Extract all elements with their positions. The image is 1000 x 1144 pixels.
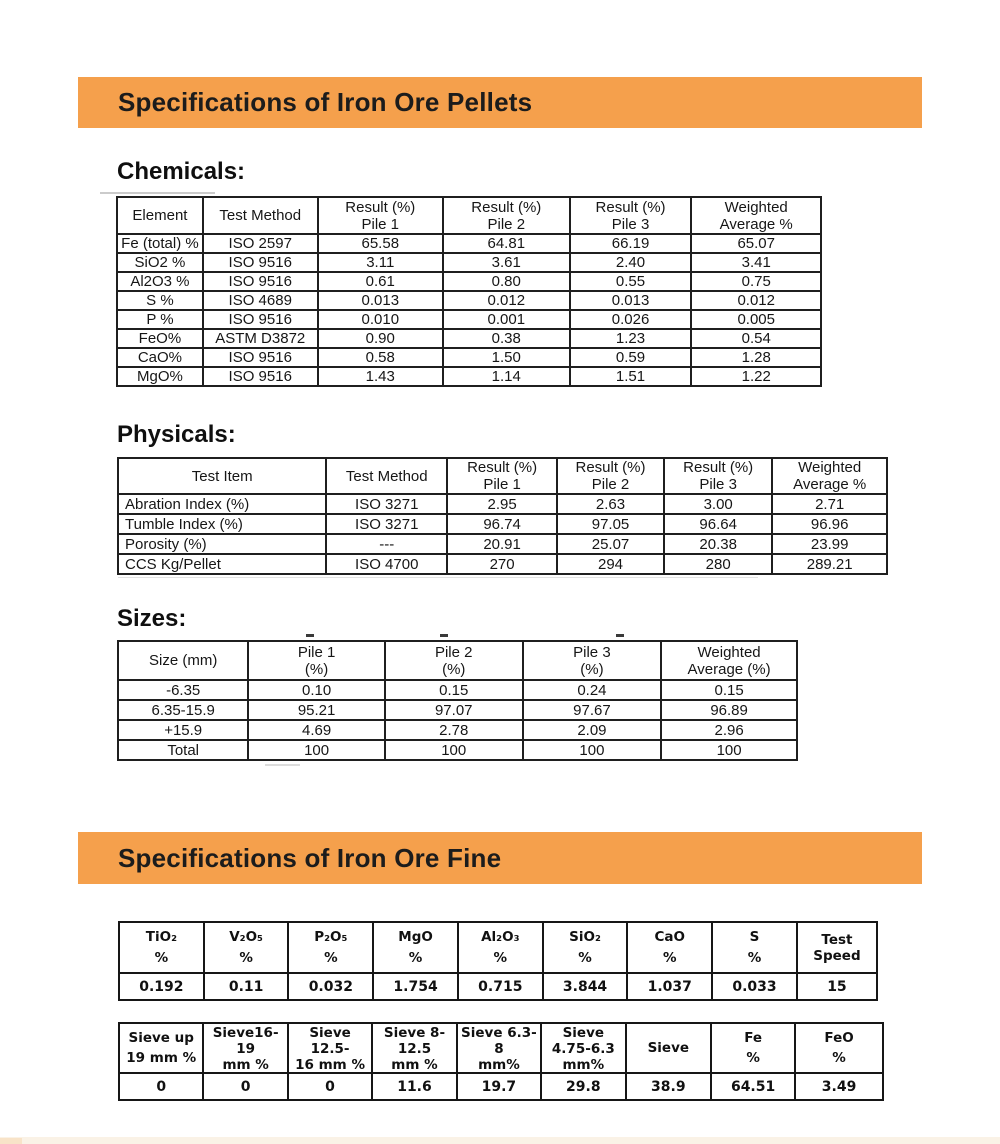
table-row	[119, 973, 877, 1000]
fine-sieve-grid	[118, 1022, 884, 1101]
header-line: Pile 1	[297, 643, 336, 661]
table-row	[117, 310, 821, 329]
header-line: %	[408, 950, 423, 966]
header-line: Sieve 8-12.5	[383, 1025, 446, 1057]
header-line: TiO₂	[145, 929, 177, 945]
table-row	[117, 272, 821, 291]
header-line: Weighted	[697, 643, 761, 661]
table-cell: 4.69	[248, 720, 384, 740]
table-row	[118, 700, 797, 720]
table-cell: ISO 4689	[203, 291, 318, 310]
column-header	[543, 922, 628, 973]
table-cell: +15.9	[118, 720, 248, 740]
table-cell: 3.49	[795, 1073, 883, 1100]
table-cell: CaO%	[117, 348, 203, 367]
table-cell: 3.41	[691, 253, 821, 272]
table-cell: 3.11	[318, 253, 443, 272]
column-header	[118, 641, 248, 680]
chemicals-heading: Chemicals:	[117, 158, 246, 185]
table-cell: 20.38	[664, 534, 772, 554]
table-cell: 1.43	[318, 367, 443, 386]
column-header	[288, 922, 373, 973]
header-line: Average %	[719, 215, 793, 233]
sizes-table	[117, 640, 798, 761]
table-cell: 0.10	[248, 680, 384, 700]
header-line: Pile 3	[699, 476, 737, 493]
header-line: Sieve16-19	[212, 1025, 279, 1057]
table-cell: ISO 2597	[203, 234, 318, 253]
header-line: Result (%)	[345, 198, 416, 216]
table-cell: ISO 9516	[203, 367, 318, 386]
header-line: Pile 3	[611, 215, 650, 233]
header-line: %	[324, 950, 338, 966]
table-cell: 0.026	[570, 310, 692, 329]
table-cell: 0.90	[318, 329, 443, 348]
table-row	[118, 720, 797, 740]
header-line: Size (mm)	[149, 652, 218, 669]
table-cell: 0.012	[691, 291, 821, 310]
table-cell: 0.38	[443, 329, 570, 348]
header-line: Pile 2	[487, 215, 526, 233]
column-header	[570, 197, 692, 234]
table-cell: 0.24	[523, 680, 662, 700]
chemicals-table-grid	[116, 196, 822, 387]
table-cell: 95.21	[248, 700, 384, 720]
table-header-row	[119, 922, 877, 973]
table-row	[117, 348, 821, 367]
section-banner-pellets	[78, 77, 922, 128]
table-cell: 15	[797, 973, 877, 1000]
table-row	[117, 291, 821, 310]
header-line: Sieve	[647, 1040, 690, 1056]
table-cell: 11.6	[372, 1073, 456, 1100]
table-cell: Al2O3 %	[117, 272, 203, 291]
header-line: Element	[132, 207, 188, 224]
table-cell: Abration Index (%)	[118, 494, 326, 514]
table-header-row	[119, 1023, 883, 1073]
physicals-table	[117, 457, 888, 575]
header-line: %	[663, 950, 677, 966]
sizes-heading: Sizes:	[117, 605, 187, 632]
column-header	[797, 922, 877, 973]
header-line: %	[493, 950, 508, 966]
header-line: mm %	[391, 1057, 438, 1073]
column-header	[458, 922, 543, 973]
table-cell: SiO2 %	[117, 253, 203, 272]
table-cell: 0.192	[119, 973, 204, 1000]
table-header-row	[118, 458, 887, 494]
column-header	[372, 1023, 456, 1073]
table-cell: 2.71	[772, 494, 887, 514]
table-cell: 64.51	[711, 1073, 795, 1100]
header-line: Weighted	[798, 459, 862, 476]
scan-artifact-line	[118, 577, 758, 578]
table-row	[118, 554, 887, 574]
table-cell: 100	[523, 740, 662, 760]
scan-artifact-smudge	[265, 764, 300, 766]
table-cell: 2.96	[661, 720, 797, 740]
table-row	[118, 740, 797, 760]
column-header	[627, 922, 712, 973]
scan-artifact-strip	[0, 1138, 22, 1144]
scan-artifact-strip	[0, 1137, 1000, 1144]
header-line: mm%	[562, 1057, 605, 1073]
banner-title-fine: Specifications of Iron Ore Fine	[118, 842, 502, 873]
table-cell: 0.032	[288, 973, 373, 1000]
table-row	[117, 234, 821, 253]
table-cell: 97.67	[523, 700, 662, 720]
table-cell: CCS Kg/Pellet	[118, 554, 326, 574]
header-line: Sieve 4.75-6.3	[551, 1025, 615, 1057]
column-header	[541, 1023, 625, 1073]
scan-artifact-tick	[440, 634, 448, 637]
table-cell: 66.19	[570, 234, 692, 253]
column-header	[288, 1023, 372, 1073]
column-header	[326, 458, 447, 494]
column-header	[443, 197, 570, 234]
table-cell: 2.09	[523, 720, 662, 740]
table-cell: 97.07	[385, 700, 523, 720]
section-banner-fine	[78, 832, 922, 884]
header-line: mm %	[222, 1057, 269, 1073]
header-line: Result (%)	[467, 459, 538, 476]
table-cell: 1.51	[570, 367, 692, 386]
table-row	[117, 329, 821, 348]
table-cell: 0.010	[318, 310, 443, 329]
header-line: %	[239, 950, 253, 966]
table-cell: 2.95	[447, 494, 557, 514]
table-cell: 65.58	[318, 234, 443, 253]
table-cell: 65.07	[691, 234, 821, 253]
column-header	[712, 922, 797, 973]
table-cell: P %	[117, 310, 203, 329]
table-cell: 1.14	[443, 367, 570, 386]
header-line: Pile 1	[483, 476, 521, 493]
header-line: (%)	[304, 660, 329, 678]
column-header	[385, 641, 523, 680]
column-header	[248, 641, 384, 680]
table-cell: ISO 4700	[326, 554, 447, 574]
table-cell: 0.012	[443, 291, 570, 310]
table-cell: ISO 3271	[326, 494, 447, 514]
table-cell: S %	[117, 291, 203, 310]
table-cell: 0	[119, 1073, 203, 1100]
header-line: %	[747, 950, 762, 966]
table-cell: 0.59	[570, 348, 692, 367]
table-cell: 29.8	[541, 1073, 625, 1100]
table-row	[119, 1073, 883, 1100]
table-cell: 280	[664, 554, 772, 574]
header-line: FeO	[824, 1029, 854, 1046]
table-cell: Porosity (%)	[118, 534, 326, 554]
table-cell: 97.05	[557, 514, 664, 534]
header-line: 19 mm %	[126, 1050, 197, 1067]
table-cell: 0.58	[318, 348, 443, 367]
table-cell: 2.63	[557, 494, 664, 514]
table-cell: Fe (total) %	[117, 234, 203, 253]
sizes-table-grid	[117, 640, 798, 761]
column-header	[204, 922, 289, 973]
column-header	[373, 922, 458, 973]
table-cell: 2.78	[385, 720, 523, 740]
column-header	[711, 1023, 795, 1073]
header-line: %	[832, 1050, 846, 1067]
table-row	[117, 367, 821, 386]
scan-artifact-tick	[306, 634, 314, 637]
column-header	[447, 458, 557, 494]
table-cell: ISO 9516	[203, 253, 318, 272]
header-line: (%)	[580, 660, 604, 678]
column-header	[661, 641, 797, 680]
column-header	[117, 197, 203, 234]
table-cell: ASTM D3872	[203, 329, 318, 348]
physicals-heading: Physicals:	[117, 421, 236, 448]
header-line: Weighted	[724, 198, 788, 216]
table-cell: 0.001	[443, 310, 570, 329]
column-header	[523, 641, 662, 680]
table-cell: 1.754	[373, 973, 458, 1000]
table-cell: FeO%	[117, 329, 203, 348]
table-cell: 1.28	[691, 348, 821, 367]
column-header	[119, 922, 204, 973]
table-cell: 20.91	[447, 534, 557, 554]
header-line: Sieve 12.5-	[309, 1025, 351, 1057]
header-line: Test Method	[345, 467, 428, 485]
table-cell: 0.013	[318, 291, 443, 310]
table-cell: 0.15	[661, 680, 797, 700]
table-cell: 100	[248, 740, 384, 760]
header-line: Fe	[744, 1029, 763, 1046]
table-header-row	[118, 641, 797, 680]
table-cell: 25.07	[557, 534, 664, 554]
table-cell: 289.21	[772, 554, 887, 574]
table-cell: 270	[447, 554, 557, 574]
physicals-table-grid	[117, 457, 888, 575]
column-header	[664, 458, 772, 494]
header-line: Al₂O₃	[481, 929, 520, 945]
table-cell: 1.23	[570, 329, 692, 348]
table-row	[118, 494, 887, 514]
table-cell: 96.74	[447, 514, 557, 534]
column-header	[772, 458, 887, 494]
table-cell: 0.61	[318, 272, 443, 291]
table-cell: 0.54	[691, 329, 821, 348]
table-cell: 23.99	[772, 534, 887, 554]
header-line: Sieve up	[128, 1029, 194, 1046]
table-cell: 0.80	[443, 272, 570, 291]
table-cell: MgO%	[117, 367, 203, 386]
header-line: 16 mm %	[295, 1057, 365, 1073]
header-line: Pile 3	[573, 643, 611, 661]
table-cell: 3.61	[443, 253, 570, 272]
table-cell: 0	[203, 1073, 287, 1100]
table-cell: 2.40	[570, 253, 692, 272]
header-line: CaO	[654, 929, 686, 945]
table-cell: Total	[118, 740, 248, 760]
table-row	[118, 534, 887, 554]
header-line: Result (%)	[471, 198, 542, 216]
header-line: Average %	[793, 476, 867, 493]
header-line: Result (%)	[595, 198, 666, 216]
column-header	[203, 1023, 287, 1073]
column-header	[557, 458, 664, 494]
table-cell: 0.005	[691, 310, 821, 329]
scan-artifact-line	[100, 192, 215, 194]
table-cell: 0.033	[712, 973, 797, 1000]
table-cell: 3.00	[664, 494, 772, 514]
table-cell: 294	[557, 554, 664, 574]
banner-title-pellets: Specifications of Iron Ore Pellets	[118, 87, 533, 117]
header-line: Result (%)	[683, 459, 754, 476]
table-cell: 3.844	[543, 973, 628, 1000]
table-cell: 1.037	[627, 973, 712, 1000]
header-line: %	[154, 950, 169, 966]
table-cell: 64.81	[443, 234, 570, 253]
table-cell: ---	[326, 534, 447, 554]
column-header	[457, 1023, 541, 1073]
table-header-row	[117, 197, 821, 234]
header-line: SiO₂	[569, 929, 601, 945]
header-line: Pile 2	[434, 643, 473, 661]
table-cell: 96.89	[661, 700, 797, 720]
fine-chemistry-table	[118, 921, 878, 1001]
table-cell: 1.22	[691, 367, 821, 386]
table-cell: 38.9	[626, 1073, 712, 1100]
table-cell: 100	[385, 740, 523, 760]
table-cell: 0.15	[385, 680, 523, 700]
column-header	[119, 1023, 203, 1073]
header-line: MgO	[398, 929, 433, 945]
table-cell: 96.64	[664, 514, 772, 534]
header-line: Sieve 6.3-8	[461, 1025, 537, 1057]
column-header	[691, 197, 821, 234]
table-row	[117, 253, 821, 272]
column-header	[795, 1023, 883, 1073]
scan-artifact-tick	[616, 634, 624, 637]
header-line: Test Speed	[813, 931, 861, 964]
table-cell: 0.013	[570, 291, 692, 310]
table-cell: 1.50	[443, 348, 570, 367]
header-line: Test Method	[219, 207, 302, 224]
header-line: Average (%)	[687, 660, 771, 678]
column-header	[626, 1023, 712, 1073]
table-cell: 0.75	[691, 272, 821, 291]
header-line: Pile 2	[591, 476, 630, 493]
table-cell: ISO 9516	[203, 310, 318, 329]
header-line: (%)	[442, 660, 466, 678]
header-line: mm%	[478, 1057, 520, 1073]
table-cell: ISO 9516	[203, 272, 318, 291]
table-cell: 0.715	[458, 973, 543, 1000]
fine-sieve-table	[118, 1022, 884, 1101]
header-line: %	[578, 950, 592, 966]
header-line: Pile 1	[361, 215, 400, 233]
table-cell: 100	[661, 740, 797, 760]
header-line: %	[746, 1050, 760, 1067]
header-line: V₂O₅	[229, 929, 263, 945]
table-cell: ISO 9516	[203, 348, 318, 367]
header-line: S	[749, 929, 760, 945]
table-cell: ISO 3271	[326, 514, 447, 534]
column-header	[118, 458, 326, 494]
header-line: Result (%)	[575, 459, 646, 476]
table-row	[118, 680, 797, 700]
table-cell: 0.55	[570, 272, 692, 291]
table-cell: 19.7	[457, 1073, 541, 1100]
table-cell: 0	[288, 1073, 372, 1100]
table-cell: 96.96	[772, 514, 887, 534]
fine-chemistry-grid	[118, 921, 878, 1001]
column-header	[318, 197, 443, 234]
table-cell: Tumble Index (%)	[118, 514, 326, 534]
column-header	[203, 197, 318, 234]
chemicals-table	[116, 196, 822, 387]
header-line: Test Item	[191, 467, 253, 485]
table-row	[118, 514, 887, 534]
table-cell: 6.35-15.9	[118, 700, 248, 720]
table-cell: 0.11	[204, 973, 289, 1000]
header-line: P₂O₅	[314, 929, 348, 945]
table-cell: -6.35	[118, 680, 248, 700]
